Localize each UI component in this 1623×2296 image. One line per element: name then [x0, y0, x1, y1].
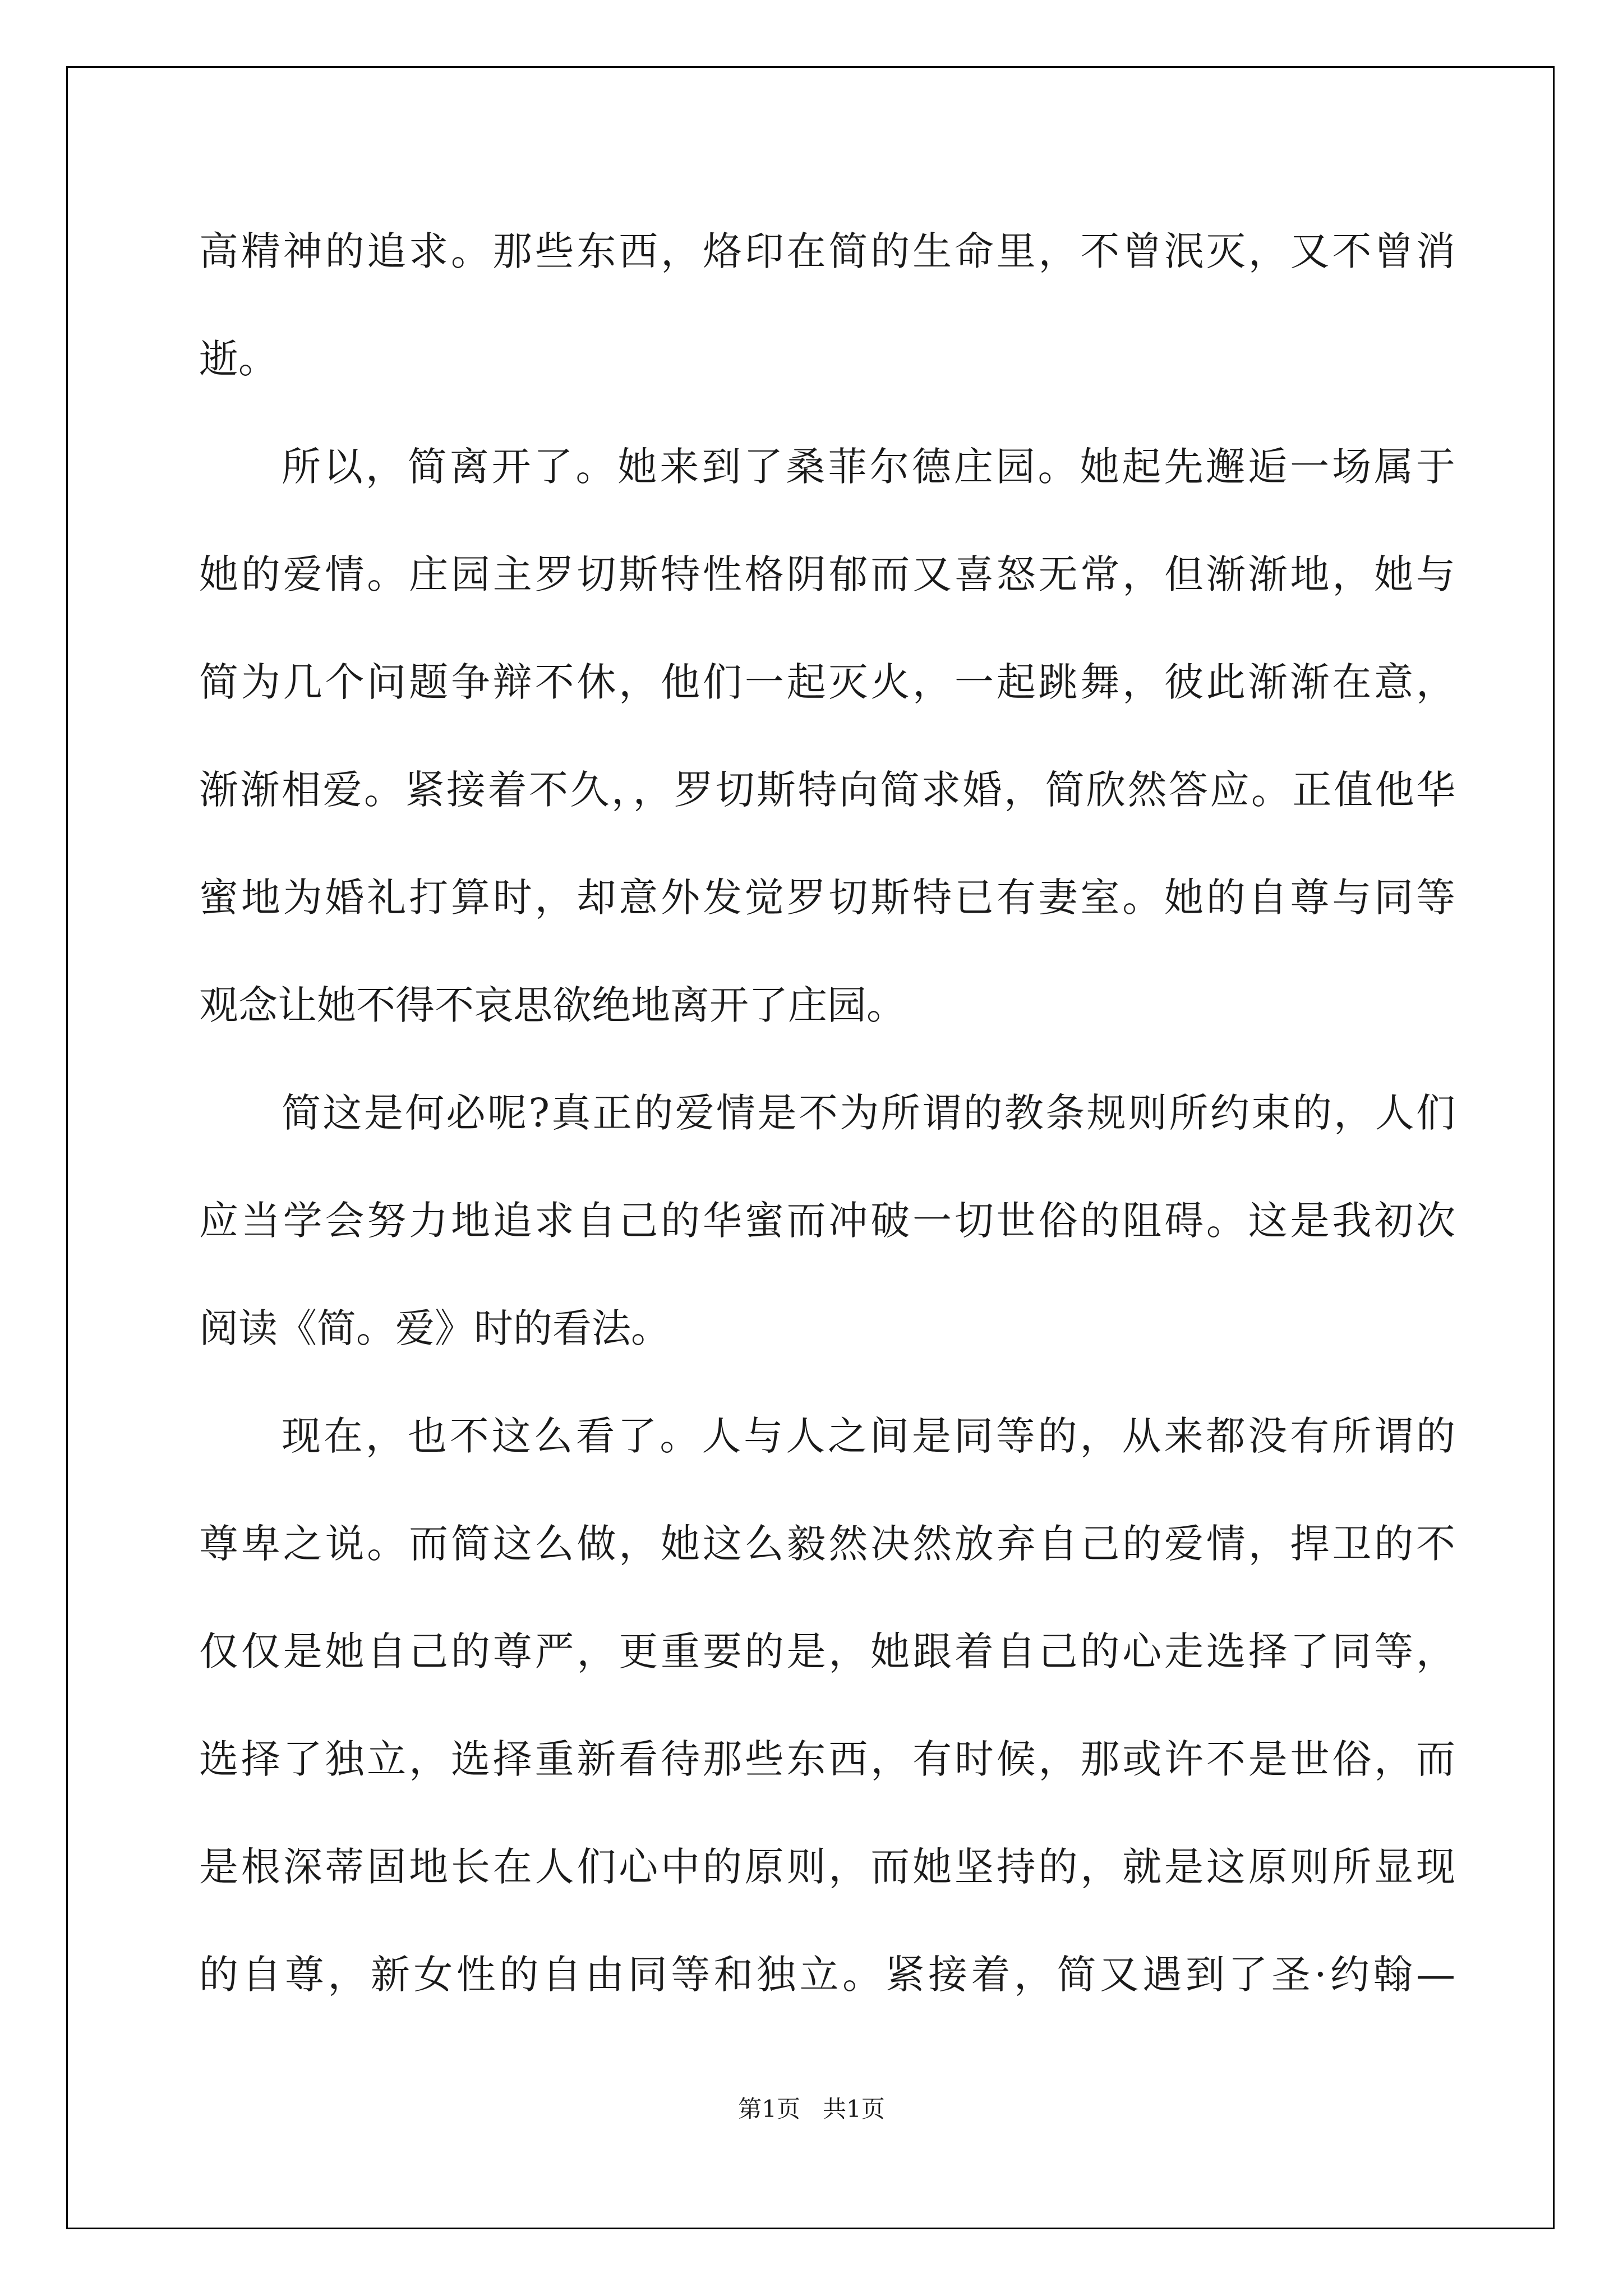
text-line: 的自尊，新女性的自由同等和独立。紧接着，简又遇到了圣·约翰—: [199, 1952, 1455, 1998]
text-line: 阅读《简。爱》时的看法。: [199, 1305, 670, 1351]
text-line: 仅仅是她自己的尊严，更重要的是，她跟着自己的心走选择了同等，: [199, 1628, 1455, 1674]
text-line: 尊卑之说。而简这么做，她这么毅然决然放弃自己的爱情，捍卫的不: [199, 1521, 1455, 1567]
text-line: 蜜地为婚礼打算时，却意外发觉罗切斯特已有妻室。她的自尊与同等: [199, 875, 1455, 921]
text-line: 选择了独立，选择重新看待那些东西，有时候，那或许不是世俗，而: [199, 1736, 1455, 1782]
text-line: 她的爱情。庄园主罗切斯特性格阴郁而又喜怒无常，但渐渐地，她与: [199, 551, 1455, 597]
page-footer: 第1页 共1页: [738, 2095, 885, 2123]
text-line: 所以，简离开了。她来到了桑菲尔德庄园。她起先邂逅一场属于: [282, 444, 1455, 490]
text-line: 渐渐相爱。紧接着不久，，罗切斯特向简求婚，简欣然答应。正值他华: [199, 767, 1455, 813]
text-line: 是根深蒂固地长在人们心中的原则，而她坚持的，就是这原则所显现: [199, 1844, 1455, 1890]
text-line: 逝。: [199, 336, 278, 382]
text-line: 现在，也不这么看了。人与人之间是同等的，从来都没有所谓的: [282, 1413, 1455, 1459]
text-line: 简为几个问题争辩不休，他们一起灭火，一起跳舞，彼此渐渐在意，: [199, 659, 1455, 705]
text-line: 高精神的追求。那些东西，烙印在简的生命里，不曾泯灭，又不曾消: [199, 228, 1455, 274]
text-line: 应当学会努力地追求自己的华蜜而冲破一切世俗的阻碍。这是我初次: [199, 1198, 1455, 1244]
text-line: 观念让她不得不哀思欲绝地离开了庄园。: [199, 982, 906, 1028]
text-line: 简这是何必呢?真正的爱情是不为所谓的教条规则所约束的，人们: [282, 1090, 1455, 1136]
